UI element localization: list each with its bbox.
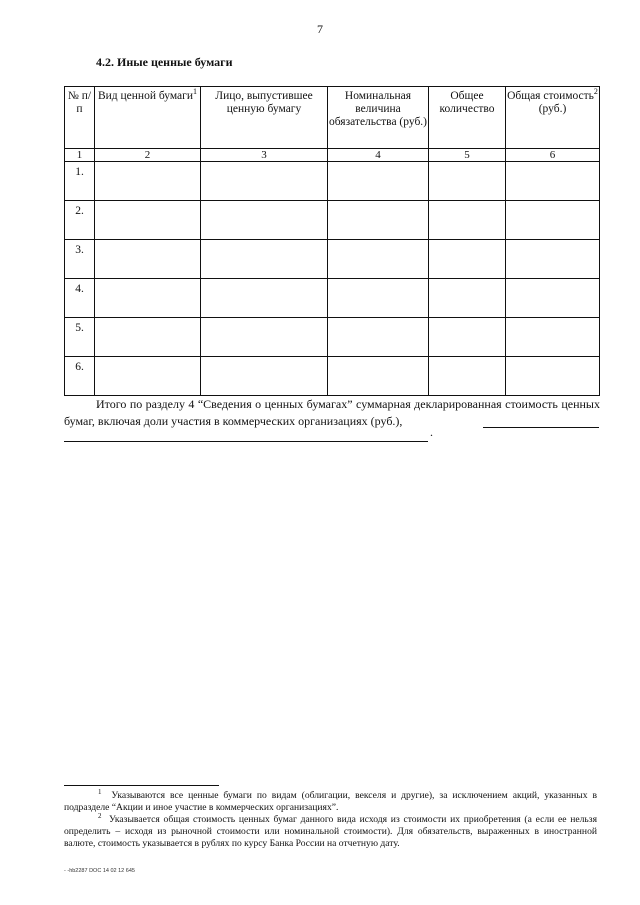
total-value-cell[interactable] (506, 357, 600, 396)
security-type-cell[interactable] (95, 162, 201, 201)
security-type-cell[interactable] (95, 201, 201, 240)
column-number: 3 (201, 149, 328, 162)
row-number: 3. (65, 240, 95, 279)
footnote-ref-2: 2 (593, 87, 598, 97)
section-title: 4.2. Иные ценные бумаги (96, 55, 233, 69)
column-number: 1 (65, 149, 95, 162)
header-cell-issuer: Лицо, выпустившее ценную бумагу (201, 87, 328, 149)
footnote-1: $^1$ Указываются все ценные бумаги по видам (облигации, векселя и другие), за исключением акций, указанных в подразделе “Акции и иное участие в коммерческих организациях”. (64, 787, 597, 813)
nominal-value-cell[interactable] (328, 240, 429, 279)
table-row (65, 201, 600, 240)
quantity-cell[interactable] (429, 318, 506, 357)
footnote-mark: 1 (98, 787, 102, 796)
issuer-cell[interactable] (201, 201, 328, 240)
row-number: 6. (65, 357, 95, 396)
footnote-ref-1: 1 (193, 87, 198, 97)
section-total-text: Итого по разделу 4 “Сведения о ценных бумагах” суммарная декларированная стоимость ценных бумаг, включая доли участия в коммерческих организациях (руб.), (64, 397, 600, 428)
total-value-cell[interactable] (506, 201, 600, 240)
nominal-value-cell[interactable] (328, 357, 429, 396)
header-cell-nominal-value: Номинальная величина обязательства (руб.) (328, 87, 429, 149)
issuer-cell[interactable] (201, 318, 328, 357)
issuer-cell[interactable] (201, 279, 328, 318)
securities-table (64, 86, 600, 396)
header-cell-number: № п/п (65, 87, 95, 149)
security-type-cell[interactable] (95, 279, 201, 318)
header-cell-quantity: Общее количество (429, 87, 506, 149)
column-number-row (65, 149, 600, 162)
footnote-separator (64, 785, 219, 786)
line-end-period: . (430, 425, 433, 439)
row-number: 2. (65, 201, 95, 240)
quantity-cell[interactable] (429, 279, 506, 318)
nominal-value-cell[interactable] (328, 318, 429, 357)
nominal-value-cell[interactable] (328, 201, 429, 240)
security-type-cell[interactable] (95, 357, 201, 396)
document-code: - -hb2287 DOC 14 02 12 645 (64, 868, 135, 874)
header-cell-total-value: Общая стоимость$^2$ (руб.) (506, 87, 600, 149)
total-value-cell[interactable] (506, 318, 600, 357)
total-value-cell[interactable] (506, 240, 600, 279)
table-row (65, 162, 600, 201)
table-row (65, 357, 600, 396)
table-header-row (65, 87, 600, 149)
quantity-cell[interactable] (429, 162, 506, 201)
table-row (65, 318, 600, 357)
table-row (65, 240, 600, 279)
security-type-cell[interactable] (95, 240, 201, 279)
footnote-mark: 2 (98, 811, 102, 820)
total-value-blank-line[interactable] (483, 427, 599, 428)
column-number: 2 (95, 149, 201, 162)
quantity-cell[interactable] (429, 357, 506, 396)
nominal-value-cell[interactable] (328, 279, 429, 318)
page-number: 7 (317, 22, 323, 36)
footnote-2: $^2$ Указывается общая стоимость ценных бумаг данного вида исходя из стоимости их приобретения (а если ее нельзя определить – исходя из рыночной стоимости или номинальной стоимости). Для обязательств, выраженных в иностранной валюте, стоимость указывается в рублях по курсу Банка России на отчетную дату. (64, 811, 598, 849)
column-number: 4 (328, 149, 429, 162)
issuer-cell[interactable] (201, 240, 328, 279)
issuer-cell[interactable] (201, 357, 328, 396)
row-number: 4. (65, 279, 95, 318)
header-cell-security-type: Вид ценной бумаги$^1$ (95, 87, 201, 149)
nominal-value-cell[interactable] (328, 162, 429, 201)
total-value-cell[interactable] (506, 162, 600, 201)
table-row (65, 279, 600, 318)
security-type-cell[interactable] (95, 318, 201, 357)
row-number: 1. (65, 162, 95, 201)
row-number: 5. (65, 318, 95, 357)
column-number: 6 (506, 149, 600, 162)
issuer-cell[interactable] (201, 162, 328, 201)
quantity-cell[interactable] (429, 201, 506, 240)
quantity-cell[interactable] (429, 240, 506, 279)
total-value-cell[interactable] (506, 279, 600, 318)
total-value-blank-line-continued[interactable] (64, 441, 428, 442)
column-number: 5 (429, 149, 506, 162)
